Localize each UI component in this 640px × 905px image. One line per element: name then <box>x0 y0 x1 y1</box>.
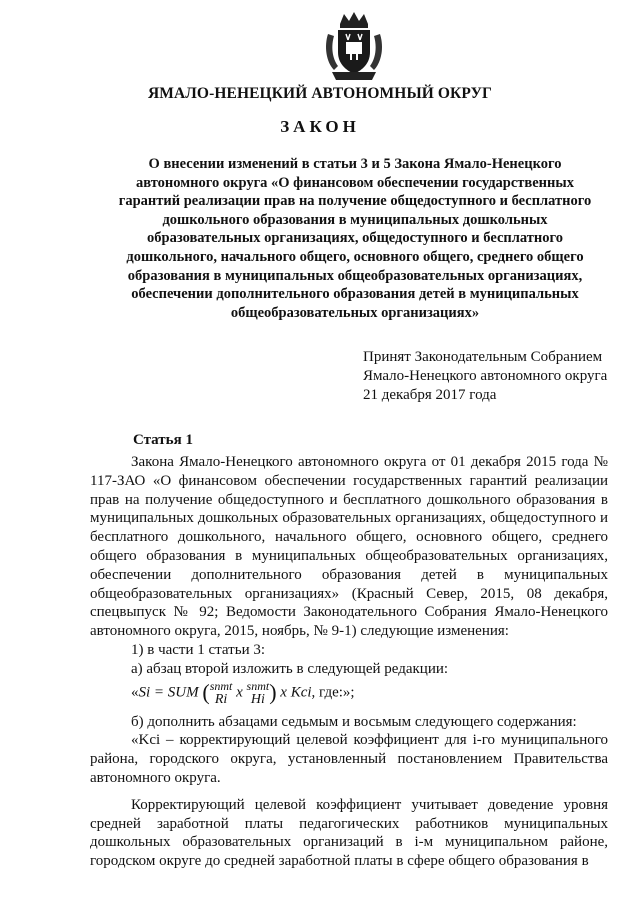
article-intro-paragraph: Закона Ямало-Ненецкого автономного округа от 01 декабря 2015 года № 117-ЗАО «О финансовом обеспечении государственных гарантий реализации прав на получение общедоступного и бесплатного дошкольного образования в муниципальных дошкольных образовательных организациях, общедоступного и бесплатного дошкольного, начального общего, основного общего, среднего общего образования в муниципальных общеобразовательных организациях, обеспечении дополнительного образования детей в муниципальных общеобразовательных организациях» (Красный Север, 2015, 08 декабря, спецвыпуск № 92; Ведомости Законодательного Собрания Ямало-Ненецкого автономного округа, 2015, ноябрь, № 9-1) следующие изменения: <box>90 454 608 640</box>
formula-paren-close: ) <box>269 679 277 705</box>
adoption-date: 21 декабря 2017 года <box>363 387 497 403</box>
subject-line: гарантий реализации прав на получение общедоступного и бесплатного <box>118 193 592 210</box>
subject-line: образовательных организациях, общедоступного и бесплатного <box>147 230 563 247</box>
fraction-numerator: snmt <box>246 678 270 693</box>
subject-line: образования в муниципальных общеобразовательных организациях, <box>127 267 583 284</box>
adoption-note <box>363 348 607 405</box>
subject-line: дошкольного образования в муниципальных дошкольных <box>162 211 548 228</box>
formula-quote: « <box>131 684 139 700</box>
subject-line: дошкольного, начального общего, основного общего, среднего общего <box>126 248 584 265</box>
subject-line: О внесении изменений в статьи 3 и 5 Закона Ямало-Ненецкого <box>148 156 562 172</box>
list-item: а) абзац второй изложить в следующей редакции: <box>131 660 449 677</box>
fraction-denominator: Hi <box>250 691 265 707</box>
formula <box>90 679 608 713</box>
adoption-line: Ямало-Ненецкого автономного округа <box>363 368 608 384</box>
subject-line: общеобразовательных организациях» <box>230 304 480 321</box>
formula-lhs: Si = SUM <box>138 684 199 700</box>
coat-of-arms-emblem <box>322 10 386 82</box>
formula-times: x <box>236 684 243 700</box>
document-type-title: ЗАКОН <box>280 117 360 136</box>
fraction-numerator: snmt <box>209 678 233 693</box>
law-subject <box>110 155 600 322</box>
list-item: 1) в части 1 статьи 3: <box>131 641 266 658</box>
formula-tail: , где:»; <box>311 684 355 700</box>
article-body <box>90 453 608 871</box>
list-item: б) дополнить абзацами седьмым и восьмым следующего содержания: <box>131 713 577 730</box>
coefficient-paragraph: Корректирующий целевой коэффициент учитывает доведение уровня средней заработной платы педагогических работников муниципальных дошкольных образовательных организаций в i-м муниципальном районе, городском округе до средней заработной платы в сфере общего образования в <box>90 796 608 870</box>
article-heading: Статья 1 <box>133 432 193 448</box>
region-name: ЯМАЛО-НЕНЕЦКИЙ АВТОНОМНЫЙ ОКРУГ <box>147 85 493 102</box>
formula-fraction <box>210 679 233 707</box>
subject-line: обеспечении дополнительного образования детей в муниципальных <box>131 286 579 303</box>
subject-line: автономного округа «О финансовом обеспечении государственных <box>136 174 574 191</box>
kci-definition-paragraph: «Kci – корректирующий целевой коэффициент для i-го муниципального района, городского округа, установленный постановлением Правительства автономного округа. <box>90 732 608 786</box>
adoption-line: Принят Законодательным Собранием <box>363 349 603 365</box>
formula-paren-open: ( <box>202 679 210 705</box>
fraction-denominator: Ri <box>214 691 228 707</box>
formula-rhs: x Kci <box>280 684 312 700</box>
formula-fraction <box>247 679 270 707</box>
